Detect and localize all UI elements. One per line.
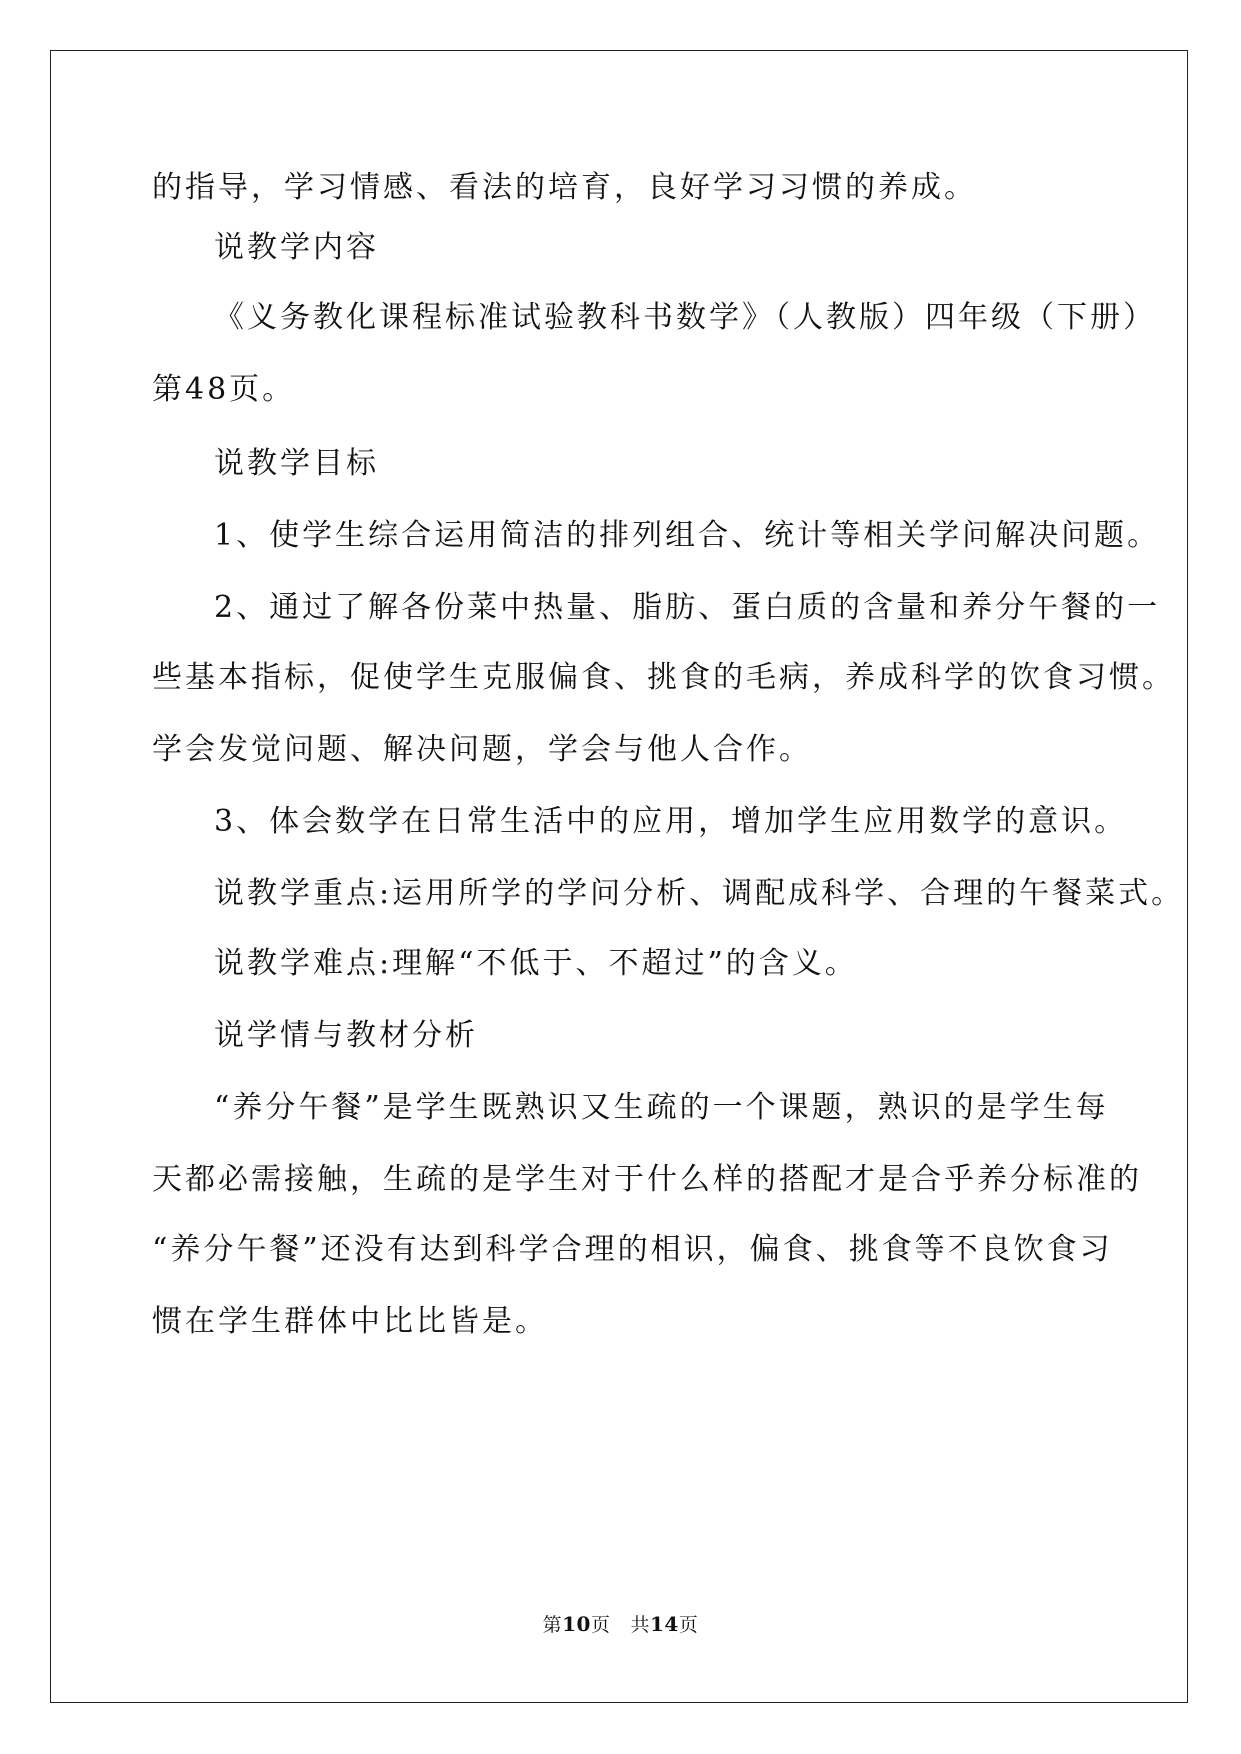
- page-suffix: 页: [590, 1614, 611, 1636]
- text-line: 2、通过了解各份菜中热量、脂肪、蛋白质的含量和养分午餐的一: [214, 590, 1161, 625]
- text-line: “养分午餐”还没有达到科学合理的相识，偏食、挑食等不良饮食习: [152, 1232, 1113, 1267]
- text-line: 的指导，学习情感、看法的培育，良好学习习惯的养成。: [152, 170, 977, 205]
- total-prefix: 共: [630, 1614, 651, 1636]
- text-line: 3、体会数学在日常生活中的应用，增加学生应用数学的意识。: [214, 804, 1128, 839]
- text-line: 些基本指标，促使学生克服偏食、挑食的毛病，养成科学的饮食习惯。: [152, 660, 1175, 695]
- text-line: 第48页。: [152, 372, 296, 407]
- text-line: 惯在学生群体中比比皆是。: [152, 1304, 548, 1339]
- page-prefix: 第: [542, 1614, 563, 1636]
- section-heading: 说教学内容: [214, 230, 379, 265]
- page-current: 10: [562, 1612, 591, 1636]
- page-footer: [0, 1612, 1241, 1637]
- text-line: “养分午餐”是学生既熟识又生疏的一个课题，熟识的是学生每: [214, 1090, 1109, 1125]
- section-heading: 说教学目标: [214, 446, 379, 481]
- total-suffix: 页: [678, 1614, 699, 1636]
- text-line: 天都必需接触，生疏的是学生对于什么样的搭配才是合乎养分标准的: [152, 1162, 1142, 1197]
- page-total: 14: [650, 1612, 679, 1636]
- text-line: 学会发觉问题、解决问题，学会与他人合作。: [152, 732, 812, 767]
- section-heading: 说学情与教材分析: [214, 1018, 478, 1053]
- text-line: 说教学重点:运用所学的学问分析、调配成科学、合理的午餐菜式。: [214, 876, 1185, 911]
- text-line: 《义务教化课程标准试验教科书数学》（人教版）四年级（下册）: [214, 300, 1156, 335]
- text-line: 说教学难点:理解“不低于、不超过”的含义。: [214, 946, 858, 981]
- text-line: 1、使学生综合运用简洁的排列组合、统计等相关学问解决问题。: [214, 518, 1161, 553]
